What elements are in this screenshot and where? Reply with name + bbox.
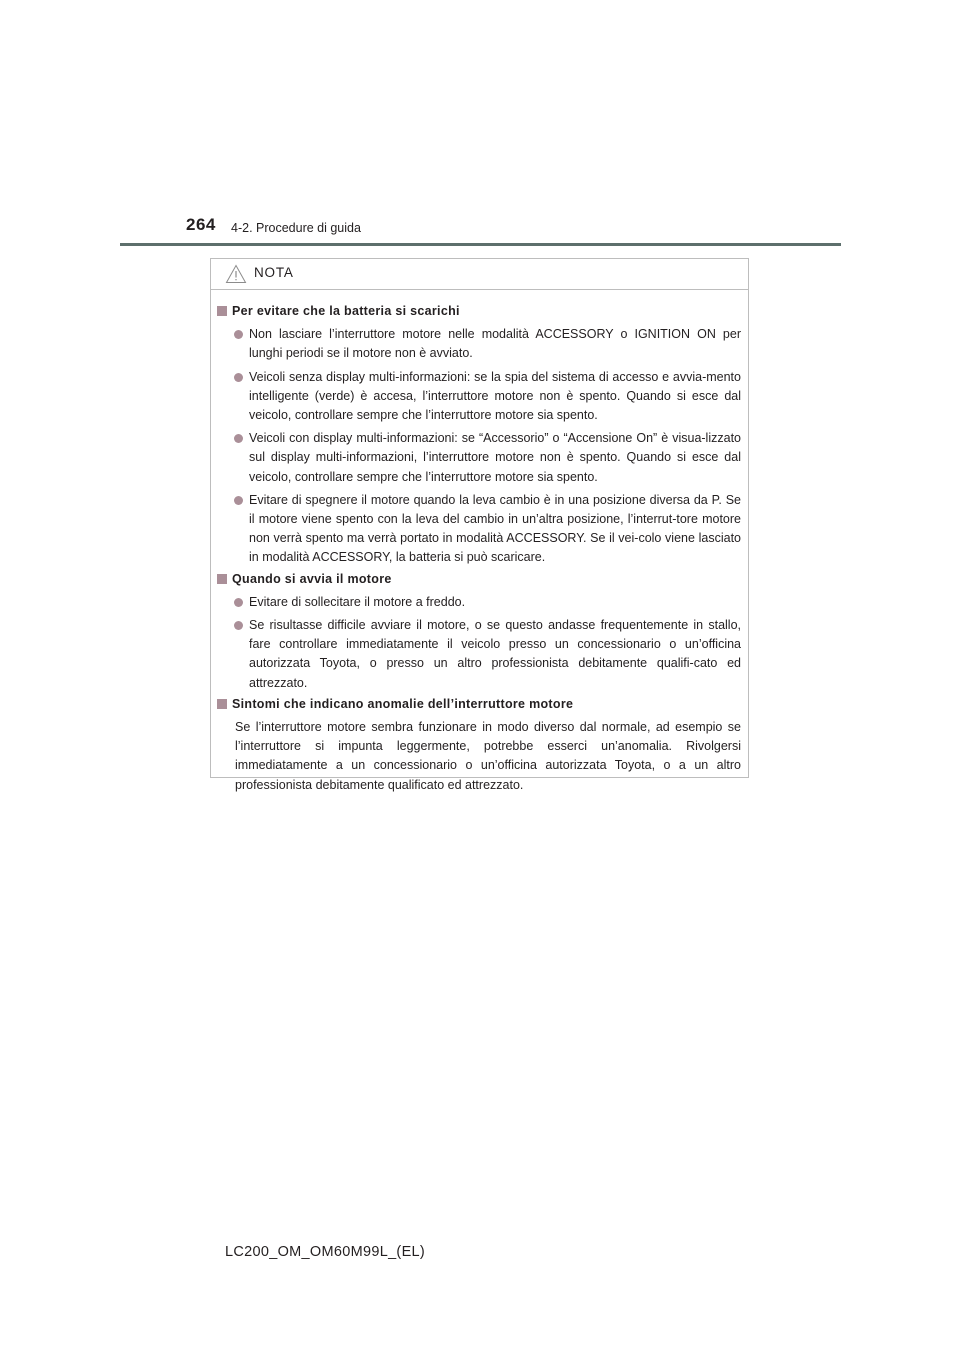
section-heading bbox=[217, 570, 741, 589]
circle-bullet-icon bbox=[234, 598, 243, 607]
nota-box bbox=[210, 258, 749, 792]
header-rule bbox=[120, 243, 841, 246]
footer-code: LC200_OM_OM60M99L_(EL) bbox=[225, 1244, 426, 1260]
warning-triangle-icon bbox=[225, 264, 247, 284]
square-bullet-icon bbox=[217, 306, 227, 316]
page-number: 264 bbox=[186, 215, 216, 234]
list-item bbox=[234, 368, 741, 426]
circle-bullet-icon bbox=[234, 621, 243, 630]
section-title-battery: Per evitare che la batteria si scarichi bbox=[232, 304, 460, 318]
nota-header bbox=[211, 259, 748, 290]
list-item-text: Veicoli senza display multi-informazioni: se la spia del sistema di accesso e avvia-mento intelligente (verde) è accesa, l’interruttore motore non è spento. Quando si esce dal veicolo, controllare sempre che l’interruttore motore sia spento. bbox=[249, 369, 741, 423]
section-title-start: Quando si avvia il motore bbox=[232, 571, 392, 586]
list-item bbox=[234, 616, 741, 693]
square-bullet-icon bbox=[217, 699, 227, 709]
section-title: 4-2. Procedure di guida bbox=[231, 221, 361, 235]
square-bullet-icon bbox=[217, 574, 227, 584]
circle-bullet-icon bbox=[234, 496, 243, 505]
list-item-text: Veicoli con display multi-informazioni: se “Accessorio” o “Accensione On” è visua-lizzato sul display multi-informazioni, l’interruttore motore non è spento. Quando si esce dal veicolo, controllare sempre che l’interruttore motore sia spento. bbox=[249, 431, 741, 484]
circle-bullet-icon bbox=[234, 373, 243, 382]
list-item bbox=[234, 429, 741, 487]
section-heading bbox=[217, 695, 741, 714]
list-item-text: Non lasciare l’interruttore motore nelle modalità ACCESSORY o IGNITION ON per lunghi periodi se il motore non è avviato. bbox=[249, 327, 741, 361]
circle-bullet-icon bbox=[234, 434, 243, 443]
list-item bbox=[234, 491, 741, 568]
section-title-anomalies: Sintomi che indicano anomalie dell’interruttore motore bbox=[232, 696, 574, 711]
list-item bbox=[234, 593, 741, 612]
section-paragraph: Se l’interruttore motore sembra funzionare in modo diverso dal normale, ad esempio se l’interruttore si impunta leggermente, potrebbe esserci un’anomalia. Rivolgersi immediatamente a un concessionario o un’officina autorizzata Toyota, o a un altro professionista debitamente qualificato ed attrezzato. bbox=[235, 720, 741, 792]
section-heading bbox=[217, 302, 741, 321]
nota-content bbox=[211, 290, 748, 795]
list-item-text: Evitare di sollecitare il motore a freddo. bbox=[249, 594, 466, 609]
list-item bbox=[234, 325, 741, 363]
circle-bullet-icon bbox=[234, 330, 243, 339]
nota-label: NOTA bbox=[254, 265, 294, 280]
list-item-text: Evitare di spegnere il motore quando la leva cambio è in una posizione diversa da P. Se il motore viene spento con la leva del cambio in un’altra posizione, l’interrut-tore motore non verrà spento ma verrà portato in modalità ACCESSORY. Se il vei-colo viene lasciato in modalità ACCESSORY, la batteria si può scaricare. bbox=[249, 492, 741, 565]
list-item-text: Se risultasse difficile avviare il motore, o se questo andasse frequentemente in stallo, fare controllare immediatamente il veicolo presso un concessionario o un’officina autorizzata Toyota, o presso un altro professionista debitamente qualifi-cato ed attrezzato. bbox=[249, 618, 741, 690]
